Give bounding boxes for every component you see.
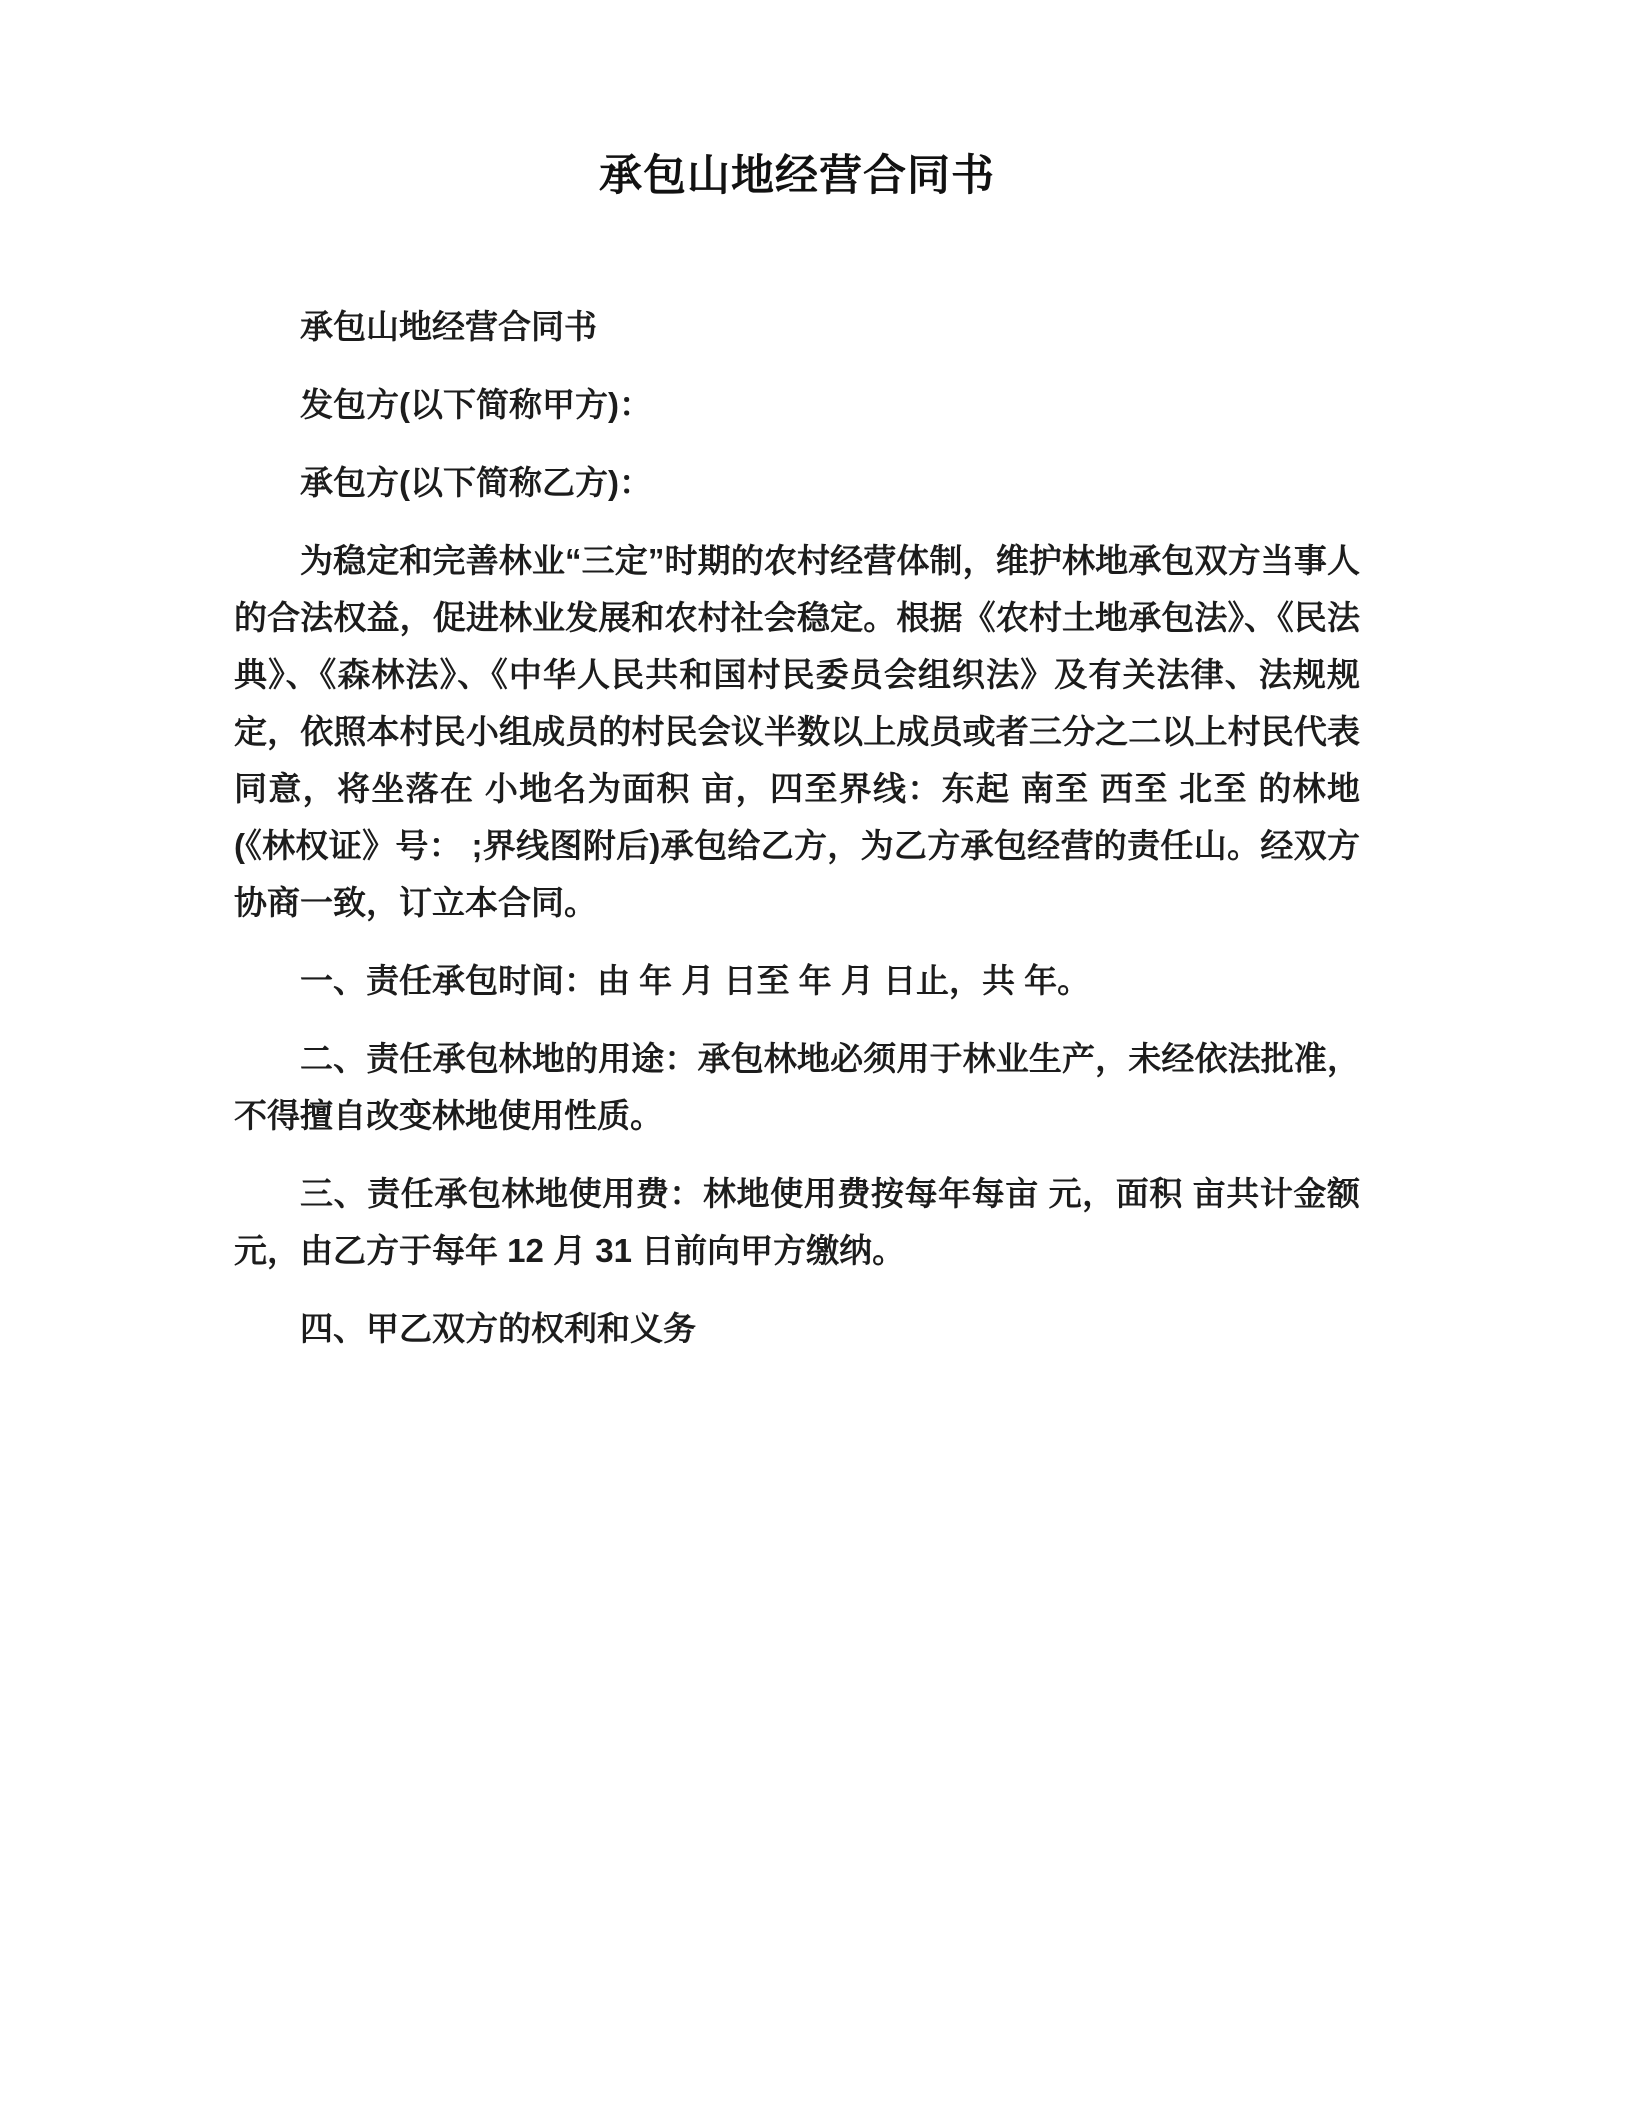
paragraph-preamble: 为稳定和完善林业“三定”时期的农村经营体制，维护林地承包双方当事人的合法权益，促进林业发展和农村社会稳定。根据《农村土地承包法》、《民法典》、《森林法》、《中华人民共和国村民委员会组织法》及有关法律、法规规定，依照本村民小组成员的村民会议半数以上成员或者三分之二以上村民代表同意，将坐落在 小地名为面积 亩，四至界线：东起 南至 西至 北至 的林地(《林权证》号： ;界线图附后)承包给乙方，为乙方承包经营的责任山。经双方协商一致，订立本合同。 [234,541,1360,921]
paragraph-party-b: 承包方(以下简称乙方)： [300,463,652,501]
paragraph-clause-1: 一、责任承包时间：由 年 月 日至 年 月 日止，共 年。 [300,961,1091,999]
document-body [234,298,1360,1357]
paragraph-clause-4: 四、甲乙双方的权利和义务 [300,1309,696,1347]
paragraph-clause-3: 三、责任承包林地使用费：林地使用费按每年每亩 元，面积 亩共计金额 元，由乙方于每年 12 月 31 日前向甲方缴纳。 [234,1174,1360,1269]
paragraph-doc-name: 承包山地经营合同书 [300,307,597,345]
paragraph-party-a: 发包方(以下简称甲方)： [300,385,652,423]
document-title: 承包山地经营合同书 [599,152,995,200]
paragraph-clause-2: 二、责任承包林地的用途：承包林地必须用于林业生产，未经依法批准，不得擅自改变林地使用性质。 [234,1039,1360,1134]
